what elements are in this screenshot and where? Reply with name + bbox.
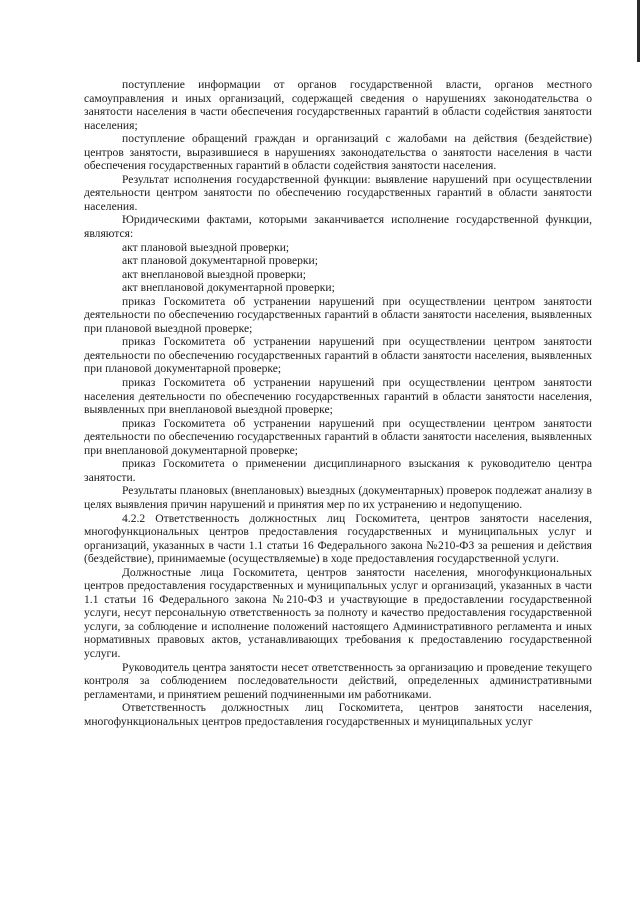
paragraph: Должностные лица Госкомитета, центров занятости населения, многофункциональных центров предоставления государственных и муниципальных услуг и организаций, указанных в части 1.1 статьи 16 Федерального закона №210-ФЗ и участвующие в предоставлении государственной услуги, несут персональную ответственность за полноту и качество предоставления государственной услуги, за соблюдение и исполнение положений настоящего Административного регламента и иных нормативных правовых актов, устанавливающих требования к предоставлению государственной услуги. — [84, 565, 592, 660]
list-item: акт плановой выездной проверки; — [122, 240, 290, 254]
list-item: акт внеплановой документарной проверки; — [122, 281, 335, 295]
paragraph: поступление информации от органов государственной власти, органов местного самоуправления и иных организаций, содержащей сведения о нарушениях законодательства о занятости населения в части обеспечения государственных гарантий в области содействия занятости населения; — [84, 78, 592, 132]
paragraph: Руководитель центра занятости несет ответственность за организацию и проведение текущего контроля за соблюдением последовательности действий, определенных административными регламентами, и принятием решений подчиненными им работниками. — [84, 660, 592, 701]
paragraph: Результаты плановых (внеплановых) выездных (документарных) проверок подлежат анализу в целях выявления причин нарушений и принятия мер по их устранению и недопущению. — [84, 484, 592, 511]
list-item: акт плановой документарной проверки; — [122, 254, 318, 268]
paragraph: Юридическими фактами, которыми заканчивается исполнение государственной функции, являются: — [84, 213, 592, 241]
paragraph: поступление обращений граждан и организаций с жалобами на действия (бездействие) центров занятости, выразившиеся в нарушениях законодательства о занятости населения в части обеспечения государственных гарантий в области содействия занятости населения. — [84, 132, 592, 173]
paragraph: Ответственность должностных лиц Госкомитета, центров занятости населения, многофункциональных центров предоставления государственных и муниципальных услуг — [84, 701, 592, 728]
section-paragraph: 4.2.2 Ответственность должностных лиц Госкомитета, центров занятости населения, многофункциональных центров предоставления государственных и муниципальных услуг и организаций, указанных в части 1.1 статьи 16 Федерального закона №210-ФЗ за решения и действия (бездействие), принимаемые (осуществляемые) в ходе предоставления государственной услуги. — [84, 511, 592, 566]
list-item: приказ Госкомитета о применении дисциплинарного взыскания к руководителю центра занятости. — [84, 457, 592, 484]
paragraph: Результат исполнения государственной функции: выявление нарушений при осуществлении деятельности центром занятости по обеспечению государственных гарантий в области занятости населения. — [84, 172, 592, 213]
list-item: приказ Госкомитета об устранении нарушений при осуществлении центром занятости деятельности по обеспечению государственных гарантий в области занятости населения, выявленных при плановой выездной проверке; — [84, 294, 592, 335]
document-page — [84, 78, 592, 728]
list-item: акт внеплановой выездной проверки; — [122, 267, 306, 281]
list-item: приказ Госкомитета об устранении нарушений при осуществлении центром занятости населения деятельности по обеспечению государственных гарантий в области занятости населения, выявленных при внеплановой выездной проверке; — [84, 376, 592, 417]
list-item: приказ Госкомитета об устранении нарушений при осуществлении центром занятости деятельности по обеспечению государственных гарантий в области занятости населения, выявленных при внеплановой документарной проверке; — [84, 416, 592, 457]
list-item: приказ Госкомитета об устранении нарушений при осуществлении центром занятости деятельности по обеспечению государственных гарантий в области занятости населения, выявленных при плановой документарной проверке; — [84, 335, 592, 376]
